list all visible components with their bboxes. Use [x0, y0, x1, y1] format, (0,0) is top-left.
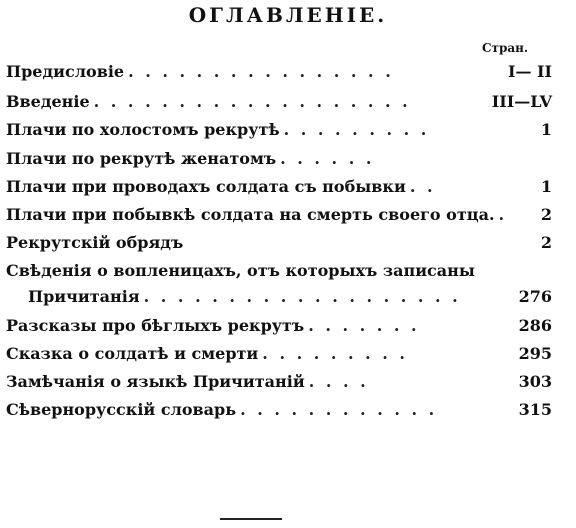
toc-entry-label: Сѣвернорусскій словарь [6, 400, 237, 419]
toc-entry-label: Предисловіе [6, 62, 125, 81]
toc-entry-page: 315 [518, 400, 552, 419]
toc-entry-page: 286 [518, 316, 552, 335]
toc-entry-page: 2 [540, 205, 552, 224]
toc-entry-label: Свѣденія о вопленицахъ, отъ которыхъ записаны [6, 261, 475, 280]
toc-entry [6, 400, 552, 426]
toc-leader-dots: . [498, 205, 508, 224]
toc-entry-label: Плачи по холостомъ рекрутѣ [6, 120, 280, 139]
toc-entry [6, 120, 552, 146]
toc-entry-page: 1 [540, 177, 552, 196]
toc-title: ОГЛАВЛЕНІЕ. [188, 3, 388, 27]
toc-leader-dots: . . . . . . . [308, 316, 420, 335]
toc-entry [6, 233, 552, 259]
toc-leader-dots: . . [409, 177, 436, 196]
toc-entry-page: III—LV [491, 92, 552, 111]
toc-leader-dots: . . . . [308, 372, 369, 391]
toc-entry-label: Рекрутскій обрядъ [6, 233, 184, 252]
toc-leader-dots: . . . . . . . . . [262, 344, 408, 363]
toc-entry-label: Введеніе [6, 92, 90, 111]
toc-entry-label: Причитанія [28, 287, 140, 306]
closing-rule [220, 518, 282, 520]
toc-entry-label: Разсказы про бѣглыхъ рекрутъ [6, 316, 305, 335]
toc-leader-dots: . . . . . . . . . . . . . . . . . . . [143, 287, 461, 306]
toc-entry [6, 287, 552, 313]
toc-entry [6, 372, 552, 398]
toc-entry-page: 295 [518, 344, 552, 363]
toc-entry [6, 261, 552, 287]
toc-entry-label: Плачи при побывкѣ солдата на смерть своего отца. [6, 205, 495, 224]
toc-entry-page: 303 [518, 372, 552, 391]
page-column-header: Стран. [482, 41, 529, 55]
toc-entry [6, 92, 552, 118]
toc-leader-dots: . . . . . . . . . . . . [240, 400, 438, 419]
toc-entry-label: Сказка о солдатѣ и смерти [6, 344, 259, 363]
toc-entry [6, 316, 552, 342]
toc-entry-label: Замѣчанія о языкѣ Причитаній [6, 372, 305, 391]
toc-leader-dots: . . . . . . . . . . . . . . . . [128, 62, 394, 81]
toc-entry [6, 62, 552, 88]
toc-leader-dots: . . . . . . . . . [283, 120, 430, 139]
toc-entry [6, 177, 552, 203]
toc-entry-page: I— II [507, 62, 552, 81]
toc-entry-label: Плачи по рекрутѣ женатомъ [6, 149, 277, 168]
toc-entry-page: 276 [518, 287, 552, 306]
toc-entry [6, 205, 552, 231]
toc-entry-page: 1 [540, 120, 552, 139]
toc-entry [6, 344, 552, 370]
toc-leader-dots: . . . . . . [280, 149, 375, 168]
toc-entry [6, 149, 552, 175]
toc-entry-label: Плачи при проводахъ солдата съ побывки [6, 177, 406, 196]
toc-leader-dots: . . . . . . . . . . . . . . . . . . . [93, 92, 411, 111]
toc-entry-page: 2 [540, 233, 552, 252]
